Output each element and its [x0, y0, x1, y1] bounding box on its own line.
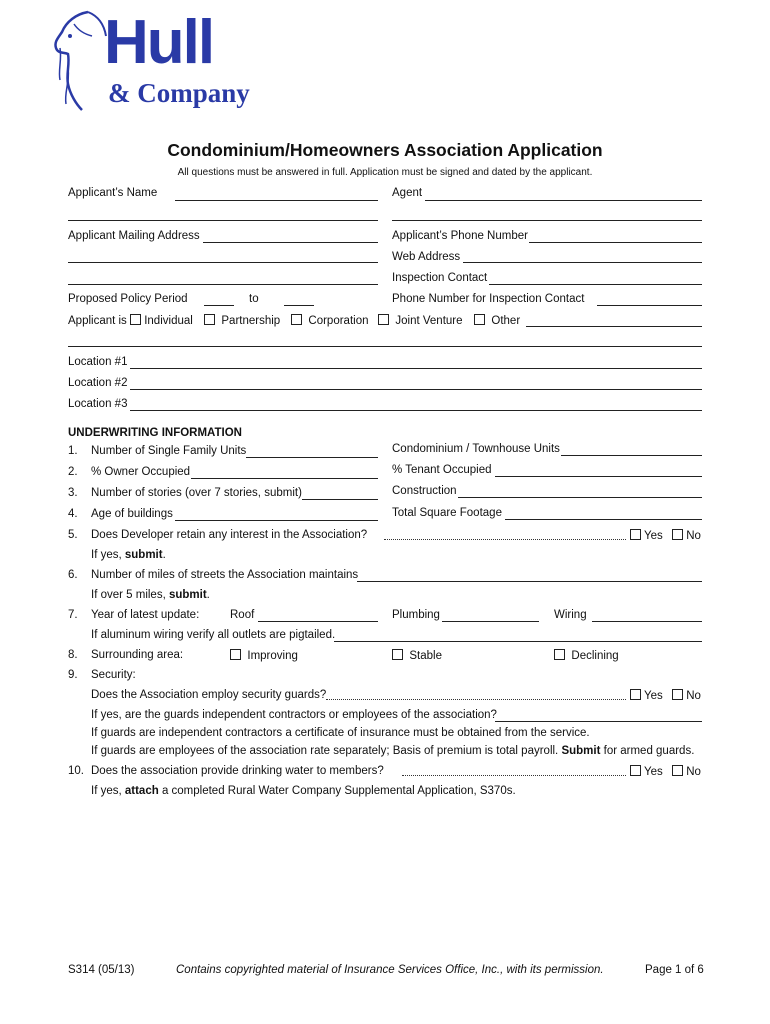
applicant-name-field-2[interactable] [68, 220, 378, 221]
declining-label: Declining [571, 650, 619, 662]
other-field[interactable] [526, 326, 702, 327]
q9d-label [91, 745, 694, 757]
applicant-is-label: Applicant is [68, 315, 127, 327]
partnership-option [204, 314, 280, 327]
q9d-end: for armed guards. [600, 745, 695, 757]
improving-option [230, 649, 298, 662]
improving-label: Improving [247, 650, 298, 662]
plumbing-field[interactable] [442, 621, 539, 622]
condo-units-label: Condominium / Townhouse Units [392, 443, 560, 455]
q5-note-text: If yes, [91, 549, 125, 561]
joint-venture-label: Joint Venture [395, 315, 463, 327]
partnership-label: Partnership [221, 315, 281, 327]
q8-number: 8. [68, 649, 78, 661]
square-footage-field[interactable] [505, 519, 702, 520]
declining-checkbox[interactable] [554, 649, 565, 660]
tenant-occupied-field[interactable] [495, 476, 702, 477]
applicant-phone-field[interactable] [529, 242, 702, 243]
q6-label: Number of miles of streets the Association maintains [91, 569, 359, 581]
q10-label: Does the association provide drinking water to members? [91, 765, 384, 777]
q9a-yes-option [630, 689, 663, 702]
roof-label: Roof [230, 609, 255, 621]
q4-label: Age of buildings [91, 508, 173, 520]
policy-period-label: Proposed Policy Period [68, 293, 188, 305]
joint-venture-option [378, 314, 463, 327]
agent-label: Agent [392, 187, 423, 199]
applicant-type-row [68, 314, 193, 327]
policy-period-to-label: to [249, 293, 259, 305]
q8-label: Surrounding area: [91, 649, 184, 661]
q3-label: Number of stories (over 7 stories, submit) [91, 487, 302, 499]
q6-note-bold: submit [168, 589, 207, 601]
q9c-label: If guards are independent contractors a certificate of insurance must be obtained from the service. [91, 727, 590, 739]
q6-note [91, 589, 210, 601]
location-1-field[interactable] [130, 368, 702, 369]
q10-no-option [672, 765, 701, 778]
form-number: S314 (05/13) [68, 964, 135, 976]
copyright-note: Contains copyrighted material of Insurance Services Office, Inc., with its permission. [176, 964, 604, 976]
q5-yes-option [630, 529, 663, 542]
page-number: Page 1 of 6 [645, 964, 704, 976]
corporation-label: Corporation [308, 315, 369, 327]
location-2-field[interactable] [130, 389, 702, 390]
location-3-label: Location #3 [68, 398, 128, 410]
corporation-checkbox[interactable] [291, 314, 302, 325]
individual-label: Individual [144, 315, 193, 327]
q4-field[interactable] [175, 520, 378, 521]
other-option [474, 314, 520, 327]
agent-field[interactable] [425, 200, 702, 201]
q1-field[interactable] [246, 457, 378, 458]
q5-yes-checkbox[interactable] [630, 529, 641, 540]
q5-label: Does Developer retain any interest in the Association? [91, 529, 368, 541]
q9a-no-option [672, 689, 701, 702]
q5-no-checkbox[interactable] [672, 529, 683, 540]
improving-checkbox[interactable] [230, 649, 241, 660]
q9a-yes-label: Yes [644, 690, 663, 702]
mailing-address-label: Applicant Mailing Address [68, 230, 200, 242]
q5-no-label: No [686, 530, 701, 542]
inspection-contact-label: Inspection Contact [392, 272, 488, 284]
q10-note-text: If yes, [91, 785, 125, 797]
q9a-yes-checkbox[interactable] [630, 689, 641, 700]
joint-venture-checkbox[interactable] [378, 314, 389, 325]
q10-number: 10. [68, 765, 84, 777]
page-title: Condominium/Homeowners Association Application [167, 140, 603, 160]
q10-note-end: a completed Rural Water Company Supplemental Application, S370s. [158, 785, 516, 797]
q6-note-text: If over 5 miles, [91, 589, 169, 601]
q10-no-label: No [686, 766, 701, 778]
q2-label: % Owner Occupied [91, 466, 191, 478]
declining-option [554, 649, 619, 662]
tenant-occupied-label: % Tenant Occupied [392, 464, 492, 476]
wiring-field[interactable] [592, 621, 702, 622]
logo-word: Hull [104, 8, 214, 77]
stable-checkbox[interactable] [392, 649, 403, 660]
q10-note-bold: attach [124, 785, 159, 797]
web-address-field[interactable] [463, 262, 702, 263]
q10-leader [402, 775, 626, 776]
q9a-no-label: No [686, 690, 701, 702]
q4-number: 4. [68, 508, 78, 520]
location-2-label: Location #2 [68, 377, 128, 389]
q6-field[interactable] [357, 581, 702, 582]
individual-checkbox[interactable] [130, 314, 141, 325]
q2-field[interactable] [191, 478, 378, 479]
q3-number: 3. [68, 487, 78, 499]
web-address-label: Web Address [392, 251, 461, 263]
q1-label: Number of Single Family Units [91, 445, 247, 457]
policy-period-from-field[interactable] [204, 305, 234, 306]
other-label: Other [491, 315, 521, 327]
plumbing-label: Plumbing [392, 609, 440, 621]
inspection-phone-field[interactable] [597, 305, 702, 306]
roof-field[interactable] [258, 621, 378, 622]
q6-note-end: . [206, 589, 210, 601]
wiring-label: Wiring [554, 609, 587, 621]
stable-label: Stable [409, 650, 442, 662]
underwriting-heading: UNDERWRITING INFORMATION [68, 427, 242, 439]
q9a-no-checkbox[interactable] [672, 689, 683, 700]
policy-period-to-field[interactable] [284, 305, 314, 306]
mailing-address-field[interactable] [203, 242, 378, 243]
applicant-name-field[interactable] [175, 200, 378, 201]
applicant-phone-label: Applicant’s Phone Number [392, 230, 528, 242]
horse-head-icon [48, 8, 110, 112]
q9b-label: If yes, are the guards independent contractors or employees of the association? [91, 709, 497, 721]
q5-yes-label: Yes [644, 530, 663, 542]
q7-note-field[interactable] [334, 641, 702, 642]
other-checkbox[interactable] [474, 314, 485, 325]
q7-number: 7. [68, 609, 78, 621]
q9-label: Security: [91, 669, 136, 681]
agent-field-2[interactable] [392, 220, 702, 221]
mailing-address-field-2[interactable] [68, 262, 378, 263]
condo-units-field[interactable] [561, 455, 702, 456]
q1-number: 1. [68, 445, 78, 457]
corporation-option [291, 314, 368, 327]
square-footage-label: Total Square Footage [392, 507, 502, 519]
applicant-name-label: Applicant’s Name [68, 187, 158, 199]
q5-note-end: . [162, 549, 166, 561]
q2-number: 2. [68, 466, 78, 478]
location-1-label: Location #1 [68, 356, 128, 368]
q9d-bold: Submit [561, 745, 601, 757]
q9d-text: If guards are employees of the association rate separately; Basis of premium is total payroll. [91, 745, 562, 757]
q5-note-bold: submit [124, 549, 163, 561]
page-subtitle: All questions must be answered in full. Application must be signed and dated by the applicant. [177, 167, 593, 178]
q9b-field[interactable] [495, 721, 702, 722]
q5-note [91, 549, 166, 561]
q9-number: 9. [68, 669, 78, 681]
q10-yes-label: Yes [644, 766, 663, 778]
q7-note: If aluminum wiring verify all outlets are pigtailed. [91, 629, 336, 641]
construction-field[interactable] [458, 497, 702, 498]
construction-label: Construction [392, 485, 457, 497]
stable-option [392, 649, 442, 662]
partnership-checkbox[interactable] [204, 314, 215, 325]
q3-field[interactable] [302, 499, 378, 500]
q7-label: Year of latest update: [91, 609, 200, 621]
logo-company: & Company [108, 78, 250, 108]
q9a-label: Does the Association employ security guards? [91, 689, 327, 701]
inspection-phone-label: Phone Number for Inspection Contact [392, 293, 585, 305]
inspection-contact-field[interactable] [489, 284, 702, 285]
q10-no-checkbox[interactable] [672, 765, 683, 776]
q10-note [91, 785, 516, 797]
q10-yes-checkbox[interactable] [630, 765, 641, 776]
q5-number: 5. [68, 529, 78, 541]
q9a-leader [326, 699, 626, 700]
q10-yes-option [630, 765, 663, 778]
applicant-extra-field[interactable] [68, 346, 702, 347]
location-3-field[interactable] [130, 410, 702, 411]
q5-no-option [672, 529, 701, 542]
mailing-address-field-3[interactable] [68, 284, 378, 285]
q6-number: 6. [68, 569, 78, 581]
q5-leader [384, 539, 626, 540]
